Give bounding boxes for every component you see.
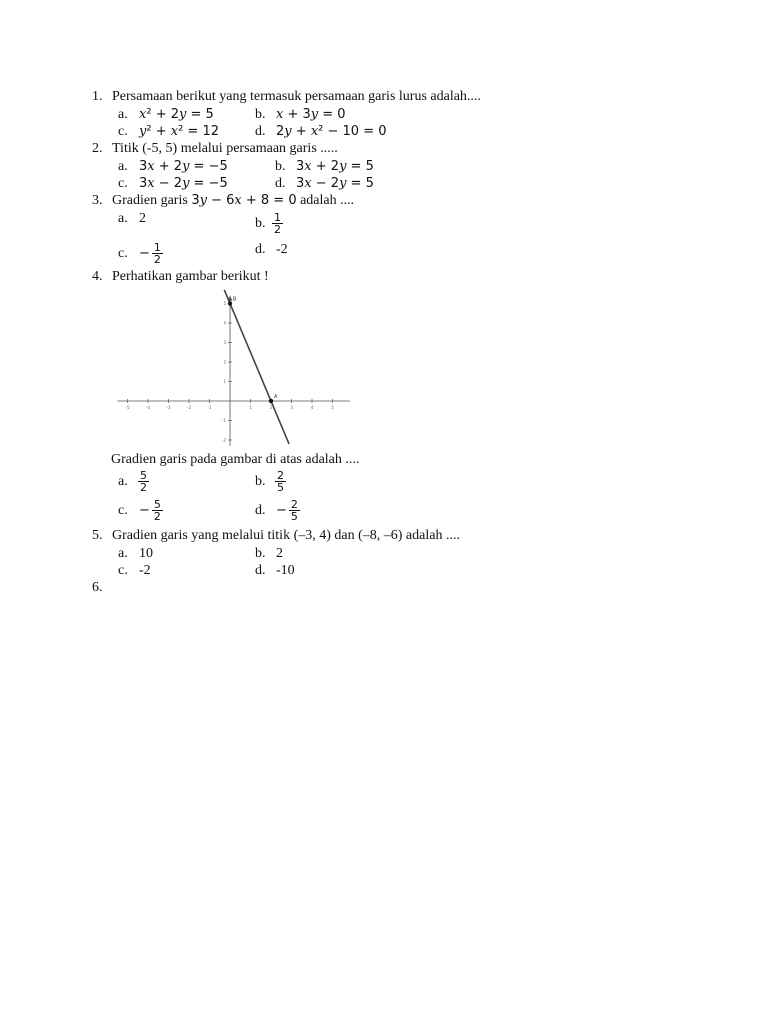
fraction: $\frac{1}{2}$ <box>274 211 281 236</box>
q2-option-a: a. 3x + 2y = −5 <box>118 159 228 174</box>
x-tick-label: 2 <box>269 405 273 410</box>
y-tick-label: 1 <box>223 379 226 384</box>
q5-option-a: a. 10 <box>118 546 153 561</box>
question-text: Gradien garis yang melalui titik (–3, 4) dan (–8, –6) adalah .... <box>112 528 460 543</box>
graph-point <box>228 301 232 305</box>
q1-option-a: a. x² + 2y = 5 <box>118 107 214 122</box>
fraction: $\frac{1}{2}$ <box>153 241 161 266</box>
x-tick-label: 5 <box>331 405 334 410</box>
question-number: 5. <box>92 528 103 543</box>
graph-line <box>224 290 289 444</box>
question-4-subtext: Gradien garis pada gambar di atas adalah .... <box>111 452 360 467</box>
point-label: A <box>274 394 278 400</box>
q3-option-a: a. 2 <box>118 211 146 226</box>
fraction: $\frac{2}{5}$ <box>290 498 298 523</box>
fraction: $\frac{5}{2}$ <box>153 498 161 523</box>
x-tick-label: 3 <box>290 405 293 410</box>
equation: x² + 2y = 5 <box>139 107 214 122</box>
axes <box>117 296 350 446</box>
q2-option-b: b. 3x + 2y = 5 <box>275 159 374 174</box>
question-3 <box>92 192 354 209</box>
question-text: Perhatikan gambar berikut ! <box>112 269 269 284</box>
x-tick-label: -2 <box>187 405 191 410</box>
q5-option-c: c. -2 <box>118 563 151 578</box>
x-tick-label: -3 <box>166 405 171 410</box>
q1-option-b: b. x + 3y = 0 <box>255 107 346 122</box>
y-tick-label: -2 <box>222 437 226 443</box>
equation: 3y − 6x + 8 = 0 <box>191 193 297 208</box>
x-tick-label: -5 <box>125 405 130 410</box>
q1-option-c: c. y² + x² = 12 <box>118 124 219 139</box>
y-tick-label: 3 <box>223 340 226 345</box>
equation: 2y + x² − 10 = 0 <box>276 124 387 139</box>
y-tick-label: 4 <box>223 320 226 326</box>
equation: 3x − 2y = 5 <box>296 176 374 191</box>
question-5 <box>92 527 460 544</box>
question-6 <box>92 579 112 596</box>
q4-option-d: d. − $\frac{2}{5}$ <box>255 498 298 523</box>
q2-option-c: c. 3x − 2y = −5 <box>118 176 228 191</box>
equation: 3x − 2y = −5 <box>139 176 228 191</box>
q1-option-d: d. 2y + x² − 10 = 0 <box>255 124 387 139</box>
q4-option-c: c. − $\frac{5}{2}$ <box>118 498 161 523</box>
x-tick-label: 1 <box>249 405 252 410</box>
y-tick-label: 2 <box>223 359 226 365</box>
series <box>224 290 289 444</box>
equation: y² + x² = 12 <box>139 124 219 139</box>
q5-option-d: d. -10 <box>255 563 295 578</box>
fraction: $\frac{5}{2}$ <box>140 469 147 494</box>
equation: 3x + 2y = −5 <box>139 159 228 174</box>
points <box>228 297 278 404</box>
q2-option-d: d. 3x − 2y = 5 <box>275 176 374 191</box>
option-value: -2 <box>276 242 288 257</box>
equation: x + 3y = 0 <box>276 107 346 122</box>
question-1 <box>92 88 481 105</box>
option-value: 2 <box>139 211 146 226</box>
point-label: B <box>233 296 237 303</box>
y-tick-label: 5 <box>223 301 226 306</box>
q5-option-b: b. 2 <box>255 546 283 561</box>
question-number: 1. <box>92 89 103 104</box>
question-text: Titik (-5, 5) melalui persamaan garis ..... <box>112 141 338 156</box>
question-number: 2. <box>92 141 103 156</box>
equation: 3x + 2y = 5 <box>296 159 374 174</box>
question-text: Persamaan berikut yang termasuk persamaan garis lurus adalah.... <box>112 89 481 104</box>
question-2 <box>92 140 338 157</box>
line-graph <box>115 282 350 447</box>
q3-option-b: b. $\frac{1}{2}$ <box>255 211 281 236</box>
graph-point <box>269 399 273 403</box>
q3-option-c: c. − $\frac{1}{2}$ <box>118 241 161 266</box>
x-tick-label: -4 <box>146 405 150 410</box>
question-number: 3. <box>92 193 103 208</box>
y-tick-label: -1 <box>222 418 226 423</box>
question-text-before: Gradien garis <box>112 193 192 208</box>
x-tick-label: -1 <box>207 405 212 410</box>
question-text-after: adalah .... <box>296 193 355 208</box>
question-number: 4. <box>92 269 103 284</box>
x-tick-label: 4 <box>310 405 314 410</box>
q4-option-b: b. $\frac{2}{5}$ <box>255 469 284 494</box>
q4-option-a: a. $\frac{5}{2}$ <box>118 469 147 494</box>
q3-option-d: d. -2 <box>255 242 288 257</box>
fraction: $\frac{2}{5}$ <box>277 469 284 494</box>
question-number: 6. <box>92 580 103 595</box>
